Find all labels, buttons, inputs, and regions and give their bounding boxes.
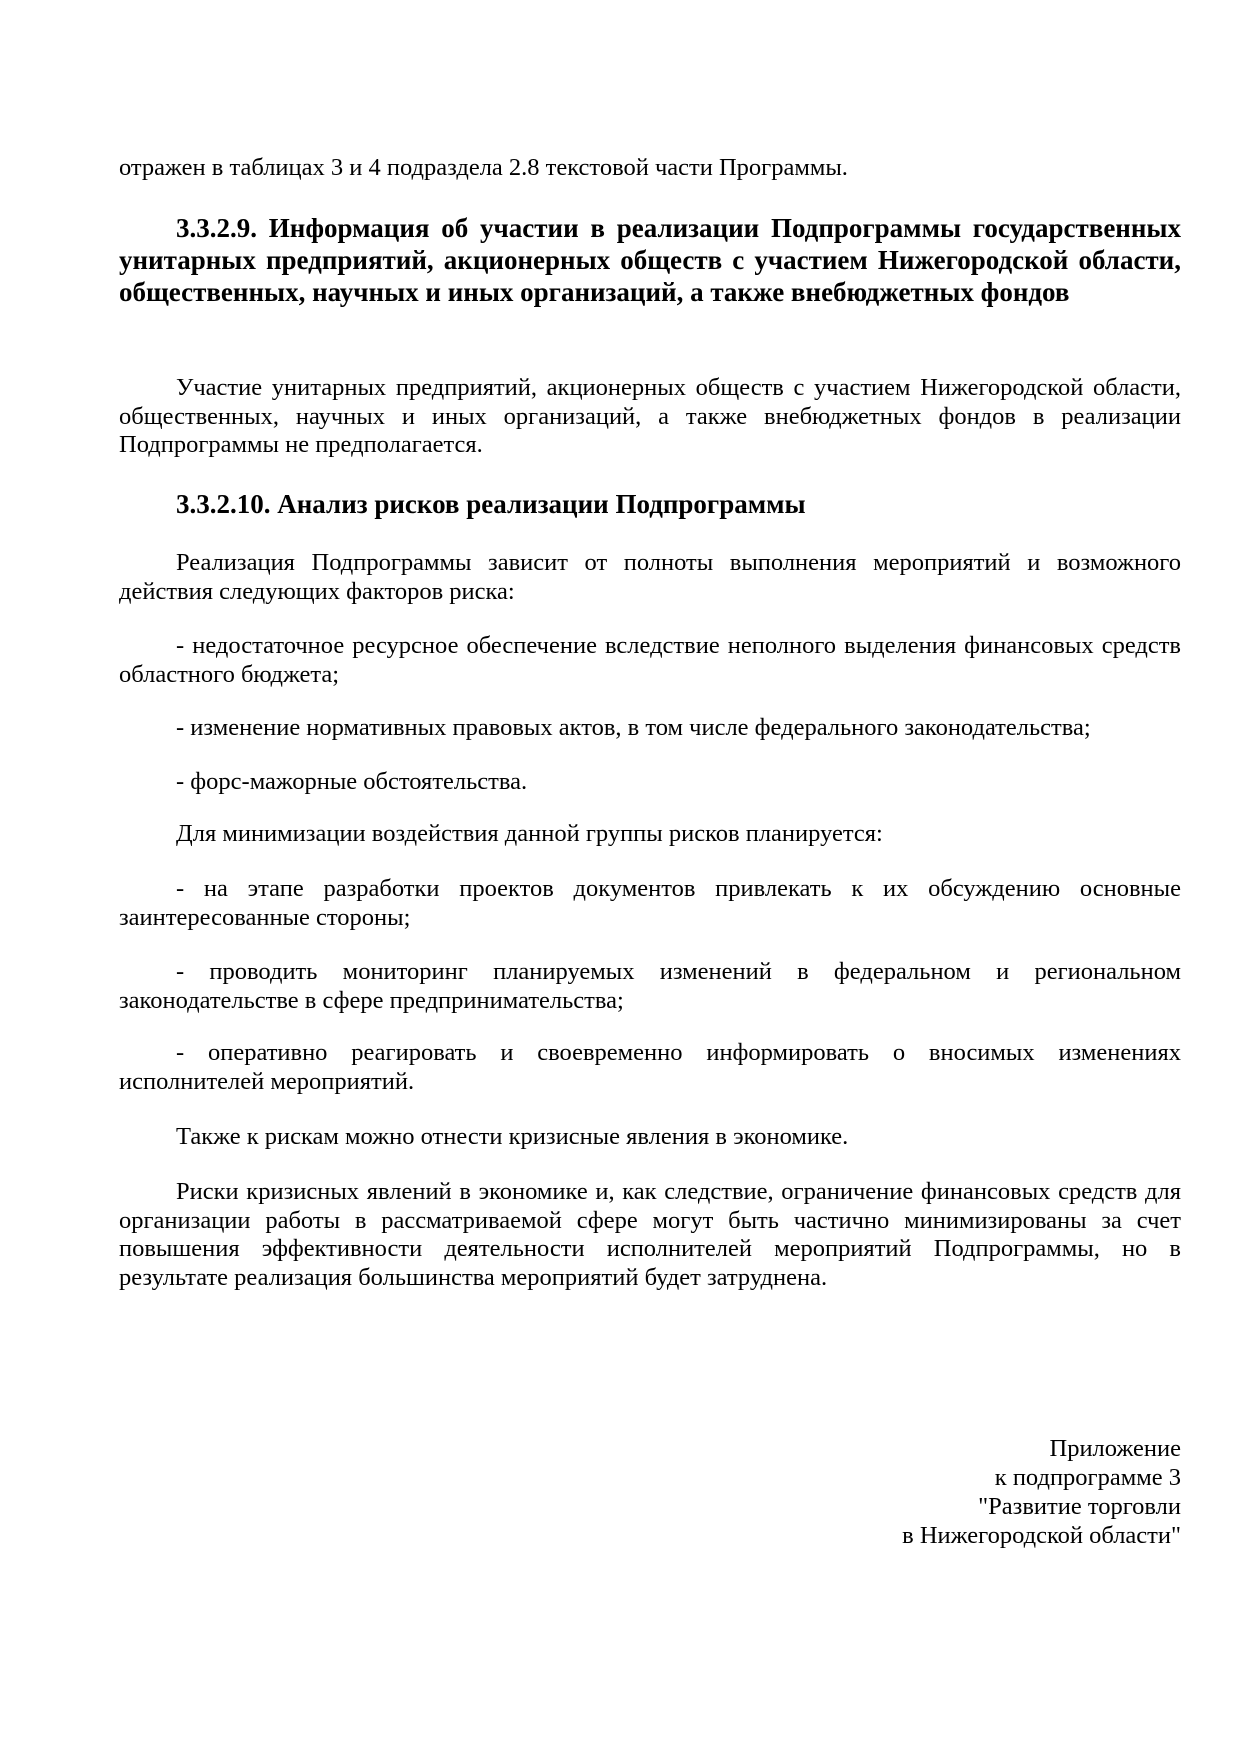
intro-line: отражен в таблицах 3 и 4 подраздела 2.8 текстовой части Программы. — [119, 154, 848, 181]
risk-paragraph: - изменение нормативных правовых актов, в том числе федерального законодательства; — [176, 714, 1091, 741]
risk-paragraph: Для минимизации воздействия данной группы рисков планируется: — [176, 820, 883, 847]
appendix-line: Приложение — [1049, 1435, 1181, 1462]
risk-paragraph: Риски кризисных явлений в экономике и, как следствие, ограничение финансовых средств для организации работы в рассматриваемой сфере могут быть частично минимизированы за счет повышения эффективности деятельности исполнителей мероприятий Подпрограммы, но в результате реализация большинства мероприятий будет затруднена. — [119, 1178, 1181, 1291]
risk-paragraph: - форс-мажорные обстоятельства. — [176, 768, 528, 795]
section-9-paragraph: Участие унитарных предприятий, акционерных обществ с участием Нижегородской области, общественных, научных и иных организаций, а также внебюджетных фондов в реализации Подпрограммы не предполагается. — [119, 374, 1181, 459]
section-heading-3-3-2-9: 3.3.2.9. Информация об участии в реализации Подпрограммы государственных унитарных предприятий, акционерных обществ с участием Нижегородской области, общественных, научных и иных организаций, а также внебюджетных фондов — [119, 213, 1181, 308]
appendix-note — [902, 1435, 1181, 1551]
risk-paragraph: Реализация Подпрограммы зависит от полноты выполнения мероприятий и возможного действия следующих факторов риска: — [119, 549, 1181, 605]
risk-paragraph: - проводить мониторинг планируемых изменений в федеральном и региональном законодательстве в сфере предпринимательства; — [119, 958, 1181, 1014]
risk-paragraph: - недостаточное ресурсное обеспечение вследствие неполного выделения финансовых средств областного бюджета; — [119, 632, 1181, 688]
section-heading-3-3-2-10: 3.3.2.10. Анализ рисков реализации Подпрограммы — [176, 489, 806, 519]
risk-paragraph: Также к рискам можно отнести кризисные явления в экономике. — [176, 1123, 849, 1150]
appendix-line: к подпрограмме 3 — [994, 1463, 1181, 1491]
risk-paragraph: - оперативно реагировать и своевременно информировать о вносимых изменениях исполнителей мероприятий. — [119, 1039, 1181, 1095]
appendix-line: в Нижегородской области" — [902, 1521, 1181, 1549]
risk-paragraph: - на этапе разработки проектов документов привлекать к их обсуждению основные заинтересованные стороны; — [119, 875, 1181, 931]
appendix-line: "Развитие торговли — [978, 1492, 1181, 1520]
